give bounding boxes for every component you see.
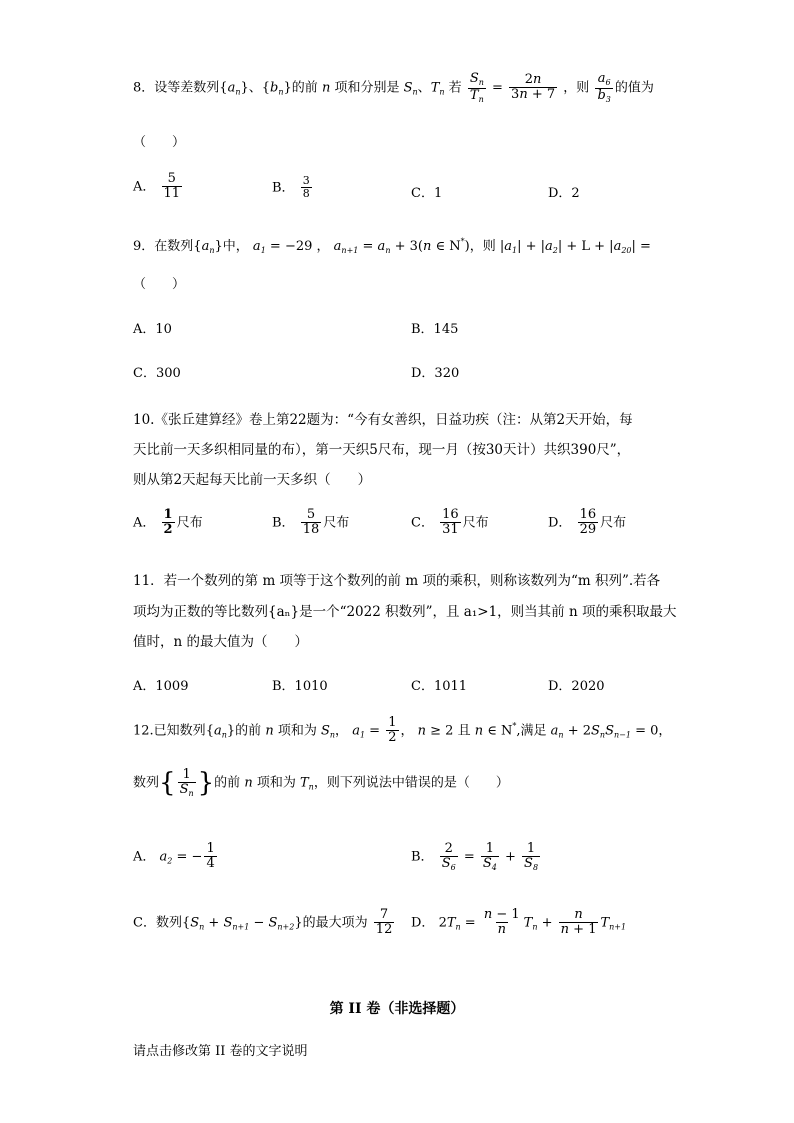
q9-stem: 9．在数列$\{a_n\}$中， $a_1 = -29$ ， $a_{n+1} = a_n + 3(n$ ∈ N*)，则 $|a_1| + |a_2| + L + |a_{20}|$ = <box>133 237 651 255</box>
q10-option-a[interactable]: A． $\frac{1}{2}$ 尺布 <box>133 507 203 538</box>
q8-stem: 8．设等差数列$\{a_n\}$、$\{b_n\}$的前 n 项和分别是 $S_n$、$T_n$ 若 $\frac{S_n}{T_n}$ = $\frac{2n}{3n + 7}$ ，则 $\frac{a_6}{b_3}$ 的值为 <box>133 71 654 104</box>
q12-line-2: 数列{ $\frac{1}{S_n}$ }的前 n 项和为 $T_n$，则下列说法中错误的是（ ） <box>133 767 509 799</box>
q11-line-3: 值时，n 的最大值为（ ） <box>133 634 308 650</box>
q12-option-c[interactable]: C．数列$\{S_n + S_{n+1} - S_{n+2}\}$的最大项为 $\frac{7}{12}$ <box>133 907 393 938</box>
q11-option-d[interactable]: D．2020 <box>548 679 605 694</box>
q12-line-1: 12.已知数列$\{a_n\}$的前 n 项和为 $S_n$， $a_1$ = $\frac{1}{2}$ ， n ≥ 2 且 n ∈ N*,满足 $a_n + 2S_nS_{n-1} = 0$， <box>133 715 672 746</box>
q8-option-d[interactable]: D．2 <box>548 186 580 201</box>
q8-option-a-fraction: $\frac{5}{11}$ <box>163 171 181 202</box>
q8-paren: （ ） <box>133 135 186 150</box>
q9-option-d[interactable]: D．320 <box>411 366 460 381</box>
q9-paren: （ ） <box>133 277 186 292</box>
q12-option-d[interactable]: D． $2T_n$ = $\frac{n - 1}{n}$ $T_n$ + $\frac{n}{n + 1}$ $T_{n+1}$ <box>411 907 627 938</box>
q12-option-b[interactable]: B． $\frac{2}{S_6}$ = $\frac{1}{S_4}$ + $\frac{1}{S_8}$ <box>411 841 539 873</box>
q10-line-2: 天比前一天多织相同量的布），第一天织5尺布，现一月（按30天计）共织390尺”， <box>133 442 631 458</box>
q8-option-b-fraction: $\frac{3}{8}$ <box>302 174 310 201</box>
q8-option-a[interactable]: A． $\frac{5}{11}$ <box>133 171 181 202</box>
section-title: 第 II 卷（非选择题） <box>329 1001 465 1017</box>
q12-option-a[interactable]: A． $a_2$ = − $\frac{1}{4}$ <box>133 841 215 872</box>
q11-line-2: 项均为正数的等比数列{aₙ}是一个“2022 积数列”，且 a₁>1，则当其前 n 项的乘积取最大 <box>133 604 677 620</box>
q11-option-b[interactable]: B．1010 <box>272 679 328 694</box>
q9-option-c[interactable]: C．300 <box>133 366 181 381</box>
q11-option-c[interactable]: C．1011 <box>411 679 468 694</box>
q10-line-1: 10.《张丘建算经》卷上第22题为：“今有女善织，日益功疾（注：从第2天开始，每 <box>133 412 633 428</box>
section-note[interactable]: 请点击修改第 II 卷的文字说明 <box>133 1044 308 1059</box>
q9-option-a[interactable]: A．10 <box>133 322 172 337</box>
q10-option-d[interactable]: D． $\frac{16}{29}$ 尺布 <box>548 507 627 538</box>
q9-option-b[interactable]: B．145 <box>411 322 459 337</box>
q11-option-a[interactable]: A．1009 <box>133 679 189 694</box>
q8-option-b[interactable]: B． $\frac{3}{8}$ <box>272 174 310 201</box>
q10-option-c[interactable]: C． $\frac{16}{31}$ 尺布 <box>411 507 489 538</box>
q11-line-1: 11．若一个数列的第 m 项等于这个数列的前 m 项的乘积，则称该数列为“m 积列”.若各 <box>133 573 661 589</box>
q8-text-prefix: 8．设等差数列 <box>133 80 220 96</box>
q8-option-c[interactable]: C．1 <box>411 186 443 201</box>
q10-line-3: 则从第2天起每天比前一天多织（ ） <box>133 472 372 488</box>
q10-option-b[interactable]: B． $\frac{5}{18}$ 尺布 <box>272 507 350 538</box>
